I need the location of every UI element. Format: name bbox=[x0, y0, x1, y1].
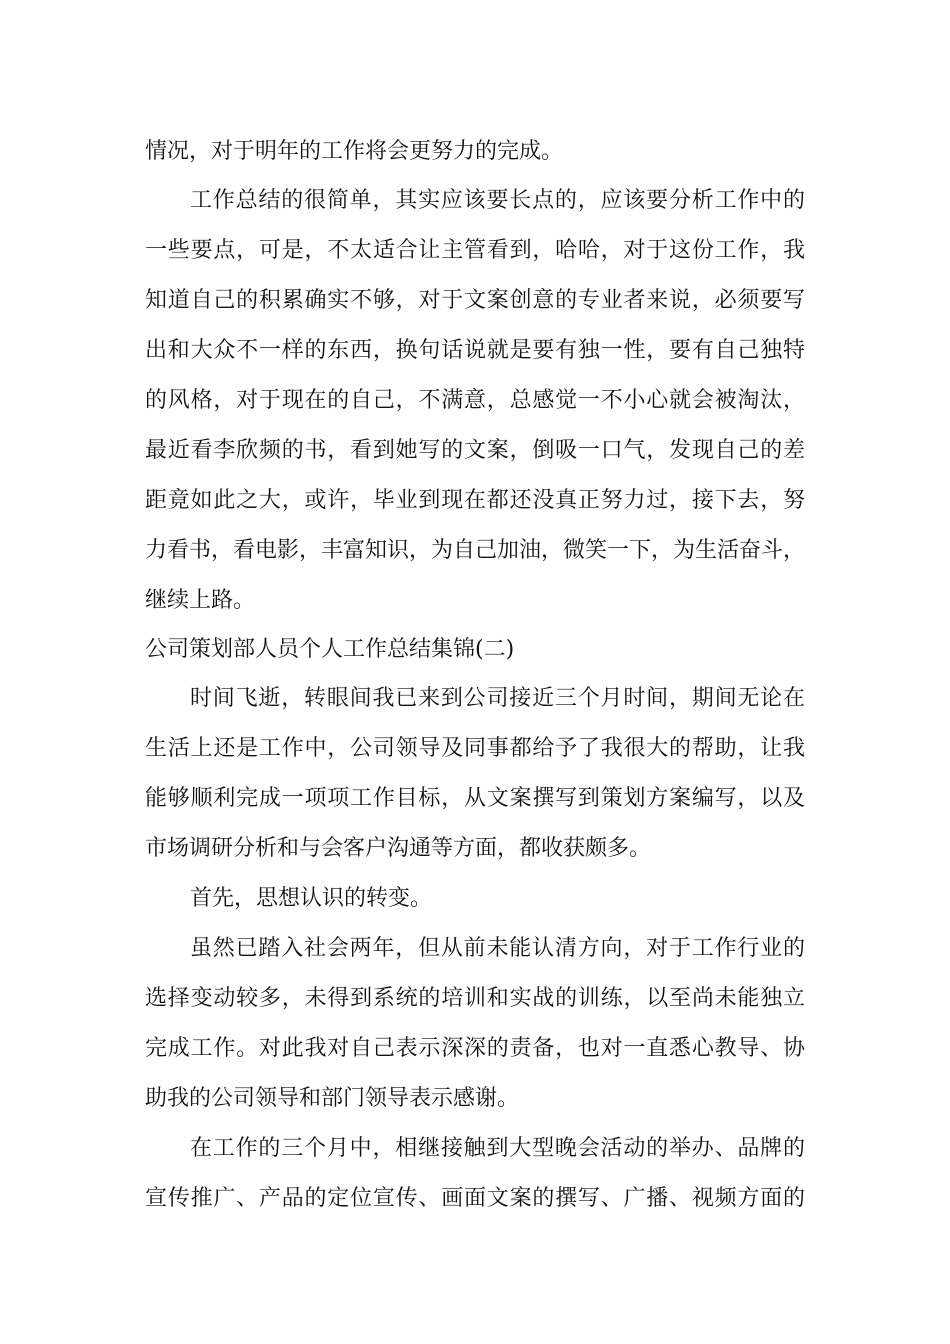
text-line: 情况，对于明年的工作将会更努力的完成。 bbox=[145, 139, 564, 164]
text-line: 助我的公司领导和部门领导表示感谢。 bbox=[145, 1086, 520, 1111]
paragraph-first-line: 首先，思想认识的转变。 bbox=[190, 886, 433, 911]
text-line: 继续上路。 bbox=[145, 588, 256, 613]
paragraph-first-line: 在工作的三个月中，相继接触到大型晚会活动的举办、品牌的 bbox=[190, 1136, 805, 1161]
text-line: 的风格，对于现在的自己，不满意，总感觉一不小心就会被淘汰， bbox=[145, 388, 805, 413]
text-line: 最近看李欣频的书，看到她写的文案，倒吸一口气，发现自己的差 bbox=[145, 438, 805, 463]
section-heading: 公司策划部人员个人工作总结集锦(二) bbox=[145, 637, 515, 662]
text-line: 力看书，看电影，丰富知识，为自己加油，微笑一下，为生活奋斗， bbox=[145, 538, 806, 563]
text-line: 市场调研分析和与会客户沟通等方面，都收获颇多。 bbox=[145, 836, 652, 861]
text-line: 一些要点，可是，不太适合让主管看到，哈哈，对于这份工作，我 bbox=[145, 238, 805, 263]
text-line: 生活上还是工作中，公司领导及同事都给予了我很大的帮助，让我 bbox=[145, 736, 805, 761]
text-line: 出和大众不一样的东西，换句话说就是要有独一性，要有自己独特 bbox=[145, 338, 805, 363]
text-line: 能够顺利完成一项项工作目标，从文案撰写到策划方案编写，以及 bbox=[145, 786, 805, 811]
text-line: 选择变动较多，未得到系统的培训和实战的训练，以至尚未能独立 bbox=[145, 986, 805, 1011]
paragraph-first-line: 虽然已踏入社会两年，但从前未能认清方向，对于工作行业的 bbox=[190, 936, 805, 961]
text-line: 宣传推广、产品的定位宣传、画面文案的撰写、广播、视频方面的 bbox=[145, 1186, 805, 1211]
paragraph-first-line: 时间飞逝，转眼间我已来到公司接近三个月时间，期间无论在 bbox=[190, 686, 805, 711]
paragraph-first-line: 工作总结的很简单，其实应该要长点的，应该要分析工作中的 bbox=[190, 188, 805, 213]
text-line: 距竟如此之大，或许，毕业到现在都还没真正努力过，接下去，努 bbox=[145, 488, 805, 513]
text-line: 知道自己的积累确实不够，对于文案创意的专业者来说，必须要写 bbox=[145, 288, 805, 313]
text-line: 完成工作。对此我对自己表示深深的责备，也对一直悉心教导、协 bbox=[145, 1036, 805, 1061]
